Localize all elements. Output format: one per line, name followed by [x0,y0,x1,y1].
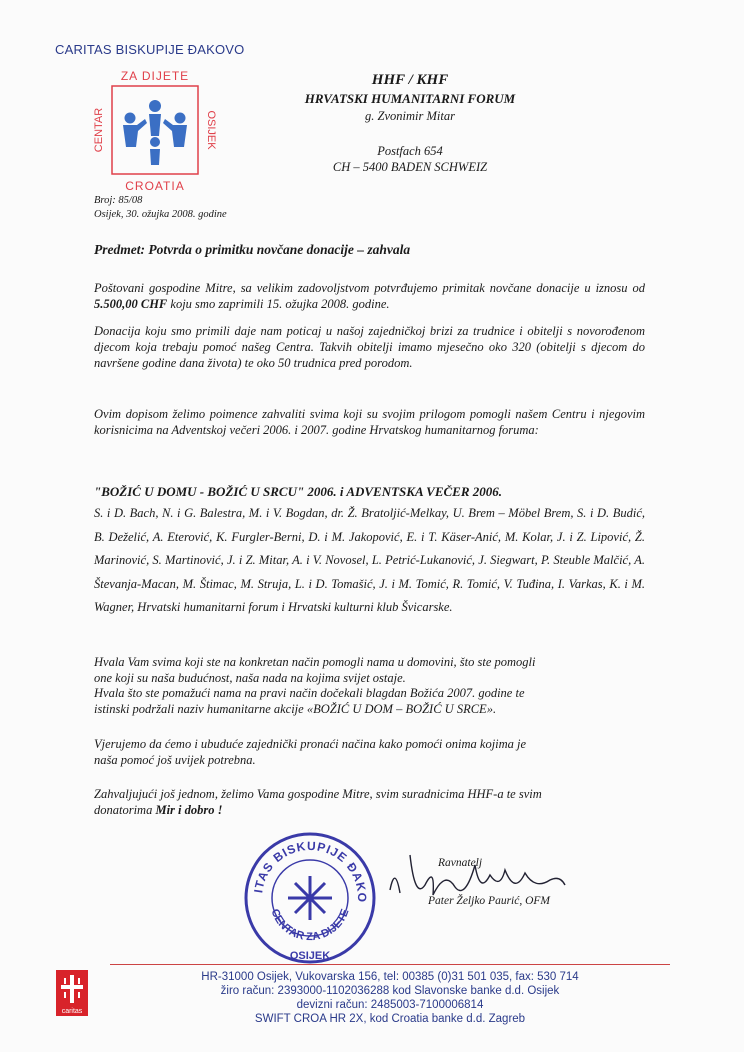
closing-1-line-2: one koji su naša budućnost, naša nada na kojima svijet ostaje. [94,670,406,685]
closing-1-line-4: istinski podržali naziv humanitarne akcije «BOŽIĆ U DOM – BOŽIĆ U SRCE». [94,701,497,716]
closing-1-line-3: Hvala što ste pomažući nama na pravi način dočekali blagdan Božića 2007. godine te [94,686,525,700]
paragraph-1-before: Poštovani gospodine Mitre, sa velikim zadovoljstvom potvrđujemo primitak novčane donacije u iznosu od [94,281,645,295]
document-date: Osijek, 30. ožujka 2008. godine [94,209,227,220]
recipient-line-2: HRVATSKI HUMANITARNI FORUM [304,91,516,106]
closing-2-line-2: naša pomoć još uvijek potrebna. [94,752,256,767]
stamp-top-text: ITAS BISKUPIJE ĐAKO [251,838,370,904]
recipient-line-3: g. Zvonimir Mitar [365,109,455,123]
footer-giro-account: žiro račun: 2393000-1102036288 kod Slavonske banke d.d. Osijek [220,985,560,997]
centar-za-dijete-logo [90,62,220,197]
closing-paragraph-3 [94,787,654,818]
caritas-logo [56,970,88,1016]
event-title: "BOŽIĆ U DOMU - BOŽIĆ U SRCU" 2006. i ADVENTSKA VEČER 2006. [94,484,503,499]
document-meta [94,194,227,222]
caritas-logo-text: caritas [61,1008,83,1015]
recipient-line-1: HHF / KHF [371,72,449,88]
closing-greeting: Mir i dobro ! [155,802,223,817]
logo-top-text: ZA DIJETE [120,69,190,83]
organization-name: CARITAS BISKUPIJE ĐAKOVO [55,42,245,57]
signatory-title: Ravnatelj [438,857,483,869]
donation-amount: 5.500,00 CHF [94,297,168,311]
closing-paragraph-1 [94,655,654,717]
footer-divider [110,964,670,965]
recipient-line-5: CH – 5400 BADEN SCHWEIZ [332,160,488,174]
footer-swift: SWIFT CROA HR 2X, kod Croatia banke d.d. Zagreb [254,1013,526,1025]
closing-3-line-1: Zahvaljujući još jednom, želimo Vama gospodine Mitre, svim suradnicima HHF-a te svim [94,787,542,801]
reference-number: Broj: 85/08 [94,195,143,206]
paragraph-1 [94,280,645,312]
closing-3-line-2-text: donatorima [94,802,156,817]
subject-line: Predmet: Potvrda o primitku novčane donacije – zahvala [94,242,411,257]
recipient-line-4: Postfach 654 [377,144,443,158]
official-stamp [240,828,380,968]
stamp-city-text: OSIJEK [289,950,331,962]
closing-1-line-1: Hvala Vam svima koji ste na konkretan način pomogli nama u domovini, što ste pomogli [94,655,536,669]
footer-contact [110,970,670,1026]
stamp-bottom-text: CENTAR ZA DIJETE [268,907,352,944]
paragraph-2: Donacija koju smo primili daje nam poticaj u našoj zajedničkoj brizi za trudnice i obitelji s novorođenom djecom koja trebaju pomoć našeg Centra. Takvih obitelji imamo mjesečno oko 320 (obitelji s djecom do navršene godine dana života) te oko 50 trudnica pred porodom. [94,324,645,370]
closing-2-line-1: Vjerujemo da ćemo i ubuduće zajednički pronaći načina kako pomoći onima kojima je [94,737,527,751]
logo-bottom-text: CROATIA [125,179,185,193]
signatory-name: Pater Željko Paurić, OFM [428,895,551,907]
paragraph-3: Ovim dopisom želimo poimence zahvaliti svima koji su svojim prilogom pomogli našem Centru i njegovim korisnicima na Adventskoj večeri 2006. i 2007. godine Hrvatskog humanitarnog foruma: [94,407,645,437]
footer-foreign-account: devizni račun: 2485003-7100006814 [296,999,484,1011]
logo-left-text: CENTAR [93,107,105,153]
footer-address: HR-31000 Osijek, Vukovarska 156, tel: 00385 (0)31 501 035, fax: 530 714 [201,971,579,983]
closing-paragraph-2 [94,737,654,768]
closing-3-line-2 [94,803,654,819]
recipient-block [260,72,560,175]
logo-right-text: OSIJEK [205,110,217,150]
paragraph-1-after: koju smo zaprimili 15. ožujka 2008. godine. [167,297,390,311]
donor-names: S. i D. Bach, N. i G. Balestra, M. i V. Bogdan, dr. Ž. Bratoljić-Melkay, U. Brem – Möbel Brem, S. i D. Budić, B. Deželić, A. Eterović, K. Furgler-Berni, D. i M. Jakopović, E. i T. Käser-Anić, M. Kolar, J. i Z. Lipović, Ž. Marinović, S. Martinović, J. i Z. Mitar, A. i V. Novosel, L. Petrić-Lukanović, J. Siegwart, P. Steuble Malčić, A. Števanja-Macan, M. Štimac, M. Struja, L. i D. Tomašić, J. i M. Tomić, R. Tomić, V. Tuđina, I. Varkas, K. i M. Wagner, Hrvatski humanitarni forum i Hrvatski kulturni klub Švicarske. [94,506,645,614]
